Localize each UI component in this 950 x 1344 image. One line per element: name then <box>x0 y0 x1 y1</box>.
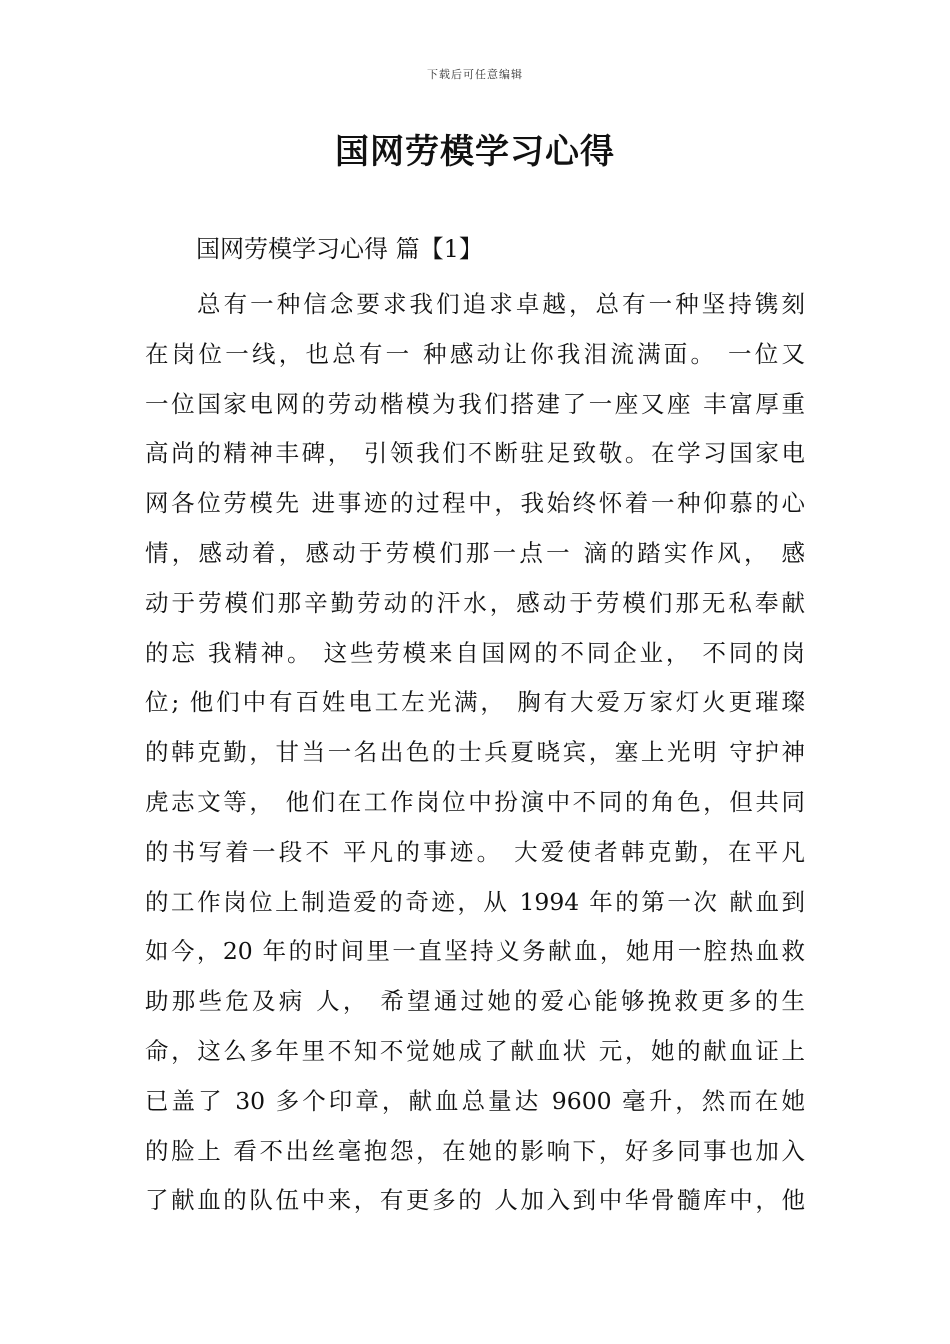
document-title: 国网劳模学习心得 <box>335 132 615 172</box>
section-heading: 国网劳模学习心得 篇【1】 <box>196 235 483 263</box>
body-line: 的忘 我精神。 这些劳模来自国网的不同企业， 不同的岗 <box>145 638 805 667</box>
body-line: 一位国家电网的劳动楷模为我们搭建了一座又座 丰富厚重 <box>145 389 805 418</box>
body-line: 了献血的队伍中来，有更多的 人加入到中华骨髓库中，他 <box>145 1186 805 1215</box>
body-line: 助那些危及病 人， 希望通过她的爱心能够挽救更多的生 <box>145 987 805 1016</box>
body-line: 在岗位一线，也总有一 种感动让你我泪流满面。 一位又 <box>145 339 805 368</box>
header-note: 下载后可任意编辑 <box>427 68 523 81</box>
body-line: 总有一种信念要求我们追求卓越，总有一种坚持镌刻 <box>197 290 805 318</box>
body-line: 的韩克勤，甘当一名出色的士兵夏晓宾，塞上光明 守护神 <box>145 738 805 767</box>
body-line: 的工作岗位上制造爱的奇迹，从 1994 年的第一次 献血到 <box>145 887 805 916</box>
body-line: 虎志文等， 他们在工作岗位中扮演中不同的角色，但共同 <box>145 787 805 816</box>
body-line: 动于劳模们那辛勤劳动的汗水，感动于劳模们那无私奉献 <box>145 588 805 617</box>
body-line: 的书写着一段不 平凡的事迹。 大爱使者韩克勤，在平凡 <box>145 837 805 866</box>
body-line: 命，这么多年里不知不觉她成了献血状 元，她的献血证上 <box>145 1036 805 1065</box>
body-line: 高尚的精神丰碑， 引领我们不断驻足致敬。在学习国家电 <box>145 439 805 468</box>
body-line: 情，感动着，感动于劳模们那一点一 滴的踏实作风， 感 <box>145 538 805 567</box>
body-line: 已盖了 30 多个印章，献血总量达 9600 毫升，然而在她 <box>145 1086 805 1115</box>
body-line: 的脸上 看不出丝毫抱怨，在她的影响下，好多同事也加入 <box>145 1136 805 1165</box>
body-line: 位; 他们中有百姓电工左光满， 胸有大爱万家灯火更璀璨 <box>145 688 805 717</box>
body-paragraph <box>145 280 805 1226</box>
body-line: 网各位劳模先 进事迹的过程中，我始终怀着一种仰慕的心 <box>145 489 805 518</box>
body-line: 如今，20 年的时间里一直坚持义务献血，她用一腔热血救 <box>145 937 805 966</box>
